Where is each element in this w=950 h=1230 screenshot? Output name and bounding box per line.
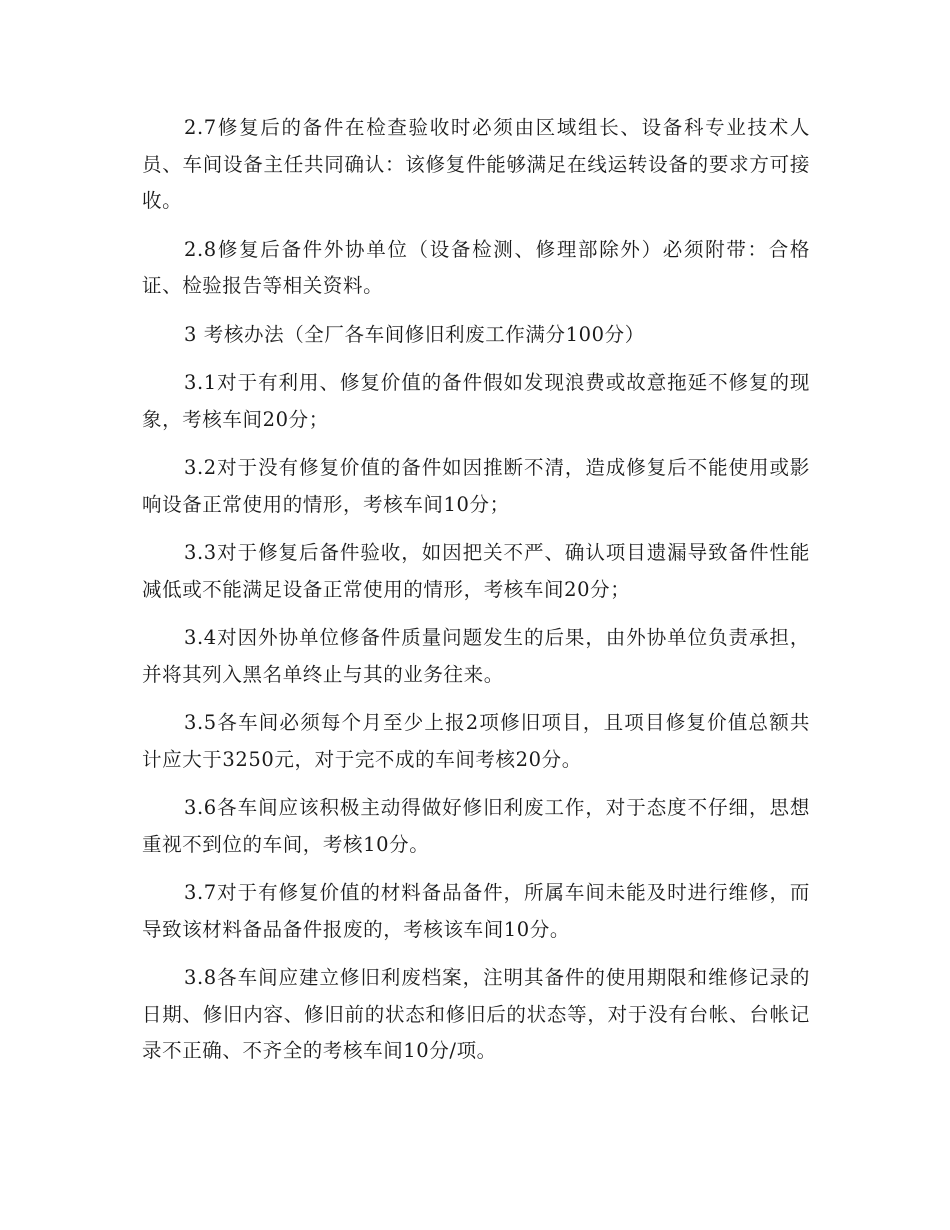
paragraph-3-7: 3.7对于有修复价值的材料备品备件，所属车间未能及时进行维修，而导致该材料备品备件报废的，考核该车间10分。 <box>142 881 810 941</box>
paragraph-3-4: 3.4对因外协单位修备件质量问题发生的后果，由外协单位负责承担，并将其列入黑名单终止与其的业务往来。 <box>142 626 810 686</box>
document-body <box>142 110 810 1082</box>
paragraph-3-5: 3.5各车间必须每个月至少上报2项修旧项目，且项目修复价值总额共计应大于3250元，对于完不成的车间考核20分。 <box>142 711 810 771</box>
paragraph-2-8: 2.8修复后备件外协单位（设备检测、修理部除外）必须附带：合格证、检验报告等相关资料。 <box>142 237 810 297</box>
paragraph-3-8: 3.8各车间应建立修旧利废档案，注明其备件的使用期限和维修记录的日期、修旧内容、修旧前的状态和修旧后的状态等，对于没有台帐、台帐记录不正确、不齐全的考核车间10分/项。 <box>142 966 810 1062</box>
paragraph-3-1: 3.1对于有利用、修复价值的备件假如发现浪费或故意拖延不修复的现象，考核车间20分； <box>142 371 810 431</box>
paragraph-2-7: 2.7修复后的备件在检查验收时必须由区域组长、设备科专业技术人员、车间设备主任共同确认：该修复件能够满足在线运转设备的要求方可接收。 <box>142 116 810 212</box>
paragraph-3-2: 3.2对于没有修复价值的备件如因推断不清，造成修复后不能使用或影响设备正常使用的情形，考核车间10分； <box>142 456 810 516</box>
section-3-heading: 3 考核办法（全厂各车间修旧利废工作满分100分） <box>184 322 645 346</box>
paragraph-3-3: 3.3对于修复后备件验收，如因把关不严、确认项目遗漏导致备件性能减低或不能满足设备正常使用的情形，考核车间20分； <box>142 541 810 601</box>
paragraph-3-6: 3.6各车间应该积极主动得做好修旧利废工作，对于态度不仔细，思想重视不到位的车间，考核10分。 <box>142 796 810 856</box>
